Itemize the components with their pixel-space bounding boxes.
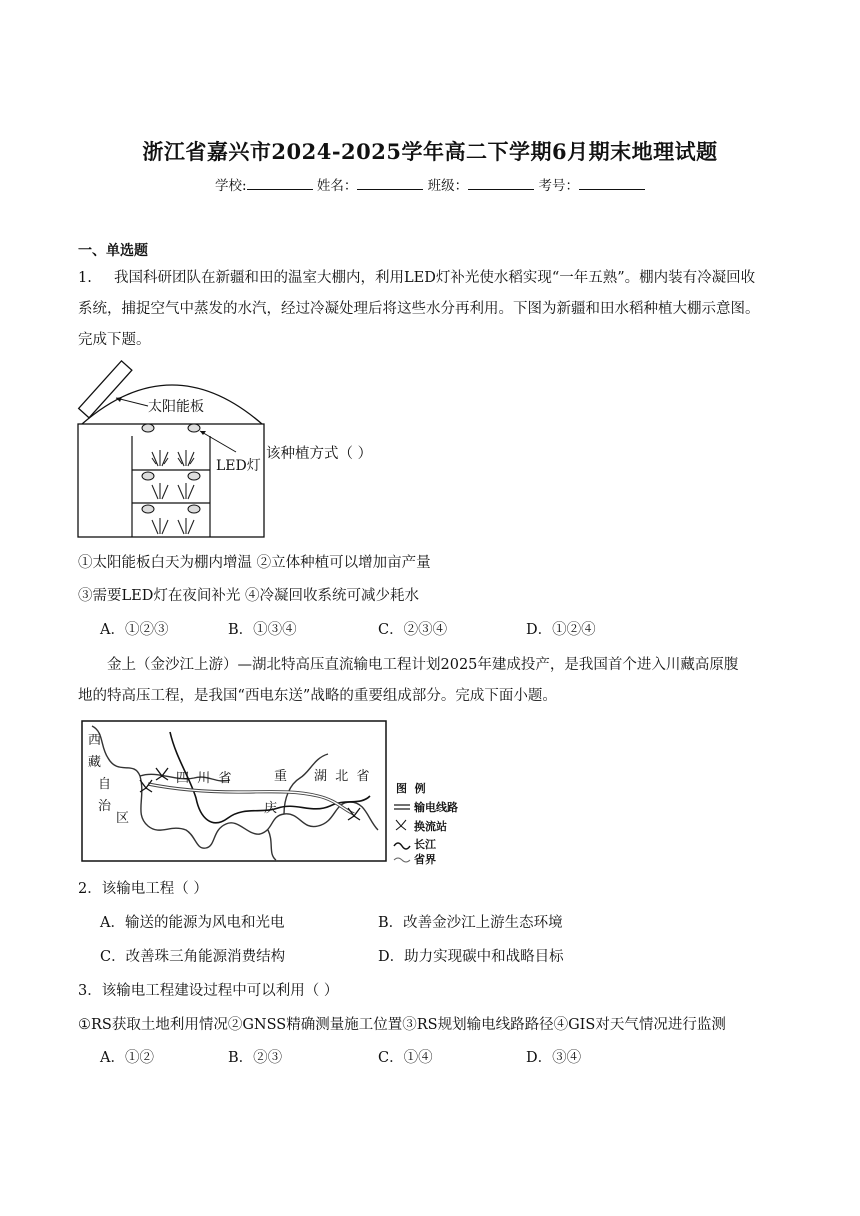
q1-text-line1: 我国科研团队在新疆和田的温室大棚内，利用LED灯补光使水稻实现“一年五熟”。棚内装有冷凝回收 bbox=[114, 270, 756, 286]
q2-option-d[interactable]: D．助力实现碳中和战略目标 bbox=[378, 949, 564, 965]
hubei-label: 湖 北 省 bbox=[314, 769, 370, 784]
q1-option-b[interactable]: B．①③④ bbox=[228, 622, 297, 638]
q1-option-a[interactable]: A．①②③ bbox=[100, 622, 169, 638]
power-line-map bbox=[78, 718, 458, 866]
tibet-label-2: 藏 bbox=[88, 755, 102, 770]
section-title: 一、单选题 bbox=[78, 243, 148, 259]
q3-option-a[interactable]: A．①② bbox=[100, 1050, 154, 1066]
q3-statements: ①RS获取土地利用情况②GNSS精确测量施工位置③RS规划输电线路路径④GIS对天气情况进行监测 bbox=[78, 1017, 726, 1033]
q1-statements-line2: ③需要LED灯在夜间补光 ④冷凝回收系统可减少耗水 bbox=[78, 588, 419, 604]
tibet-label-3: 自 bbox=[98, 777, 112, 792]
q3-options bbox=[100, 1046, 800, 1068]
q1-statements-line1: ①太阳能板白天为棚内增温 ②立体种植可以增加亩产量 bbox=[78, 555, 431, 571]
chongqing-label-bottom: 庆 bbox=[264, 801, 278, 816]
school-blank[interactable] bbox=[247, 177, 313, 190]
greenhouse-figure bbox=[76, 364, 268, 540]
q1-text-line2: 系统，捕捉空气中蒸发的水汽，经过冷凝处理后将这些水分再利用。下图为新疆和田水稻种植大棚示意图。 bbox=[78, 301, 760, 317]
tibet-label-5: 区 bbox=[116, 811, 130, 826]
passage2-line2: 地的特高压工程，是我国“西电东送”战略的重要组成部分。完成下面小题。 bbox=[78, 688, 557, 704]
q3-option-c[interactable]: C．①④ bbox=[378, 1050, 433, 1066]
school-label: 学校: bbox=[215, 178, 247, 194]
q1-option-d[interactable]: D．①②④ bbox=[526, 622, 596, 638]
class-label: 班级： bbox=[427, 178, 469, 194]
q1-options bbox=[100, 618, 800, 640]
solar-panel-label: 太阳能板 bbox=[148, 399, 204, 415]
q1-number: 1. bbox=[78, 270, 92, 286]
q3-option-d[interactable]: D．③④ bbox=[526, 1050, 582, 1066]
name-blank[interactable] bbox=[357, 177, 423, 190]
q2-option-b[interactable]: B．改善金沙江上游生态环境 bbox=[378, 915, 563, 931]
q1-text-line3: 完成下题。 bbox=[78, 332, 151, 348]
planting-racks bbox=[132, 436, 210, 537]
passage2 bbox=[78, 650, 784, 712]
legend-transmission-line: 输电线路 bbox=[414, 801, 458, 814]
q2-option-c[interactable]: C．改善珠三角能源消费结构 bbox=[100, 949, 286, 965]
led-label: LED灯 bbox=[216, 458, 261, 474]
chongqing-label-top: 重 bbox=[274, 769, 288, 784]
q2-option-a[interactable]: A．输送的能源为风电和光电 bbox=[100, 915, 285, 931]
tibet-label-4: 治 bbox=[98, 799, 112, 814]
map-legend bbox=[394, 781, 458, 866]
q3-stem: 3．该输电工程建设过程中可以利用（ ） bbox=[78, 983, 339, 999]
rice-plants bbox=[152, 450, 194, 534]
q2-stem: 2．该输电工程（ ） bbox=[78, 881, 208, 897]
legend-converter-station: 换流站 bbox=[414, 820, 447, 833]
transmission-line bbox=[148, 784, 354, 814]
q1-stem: 该种植方式（ ） bbox=[266, 446, 373, 462]
q1-passage bbox=[78, 263, 784, 356]
page-title: 浙江省嘉兴市2024-2025学年高二下学期6月期末地理试题 bbox=[142, 139, 718, 164]
led-lamps bbox=[142, 424, 200, 513]
class-blank[interactable] bbox=[468, 177, 534, 190]
sichuan-label: 四 川 省 bbox=[176, 771, 232, 786]
q1-option-c[interactable]: C．②③④ bbox=[378, 622, 448, 638]
legend-title: 图 例 bbox=[396, 782, 426, 795]
name-label: 姓名： bbox=[316, 178, 358, 194]
exam-no-label: 考号： bbox=[538, 178, 579, 194]
legend-yangtze: 长江 bbox=[414, 838, 436, 851]
legend-province-border: 省界 bbox=[414, 853, 436, 866]
q3-option-b[interactable]: B．②③ bbox=[228, 1050, 283, 1066]
tibet-label-1: 西 bbox=[88, 733, 102, 748]
exam-no-blank[interactable] bbox=[579, 177, 645, 190]
passage2-line1: 金上（金沙江上游）—湖北特高压直流输电工程计划2025年建成投产，是我国首个进入川藏高原腹 bbox=[107, 657, 739, 673]
solar-panel bbox=[79, 361, 132, 418]
greenhouse-box bbox=[78, 424, 264, 537]
student-info-line bbox=[0, 174, 860, 194]
